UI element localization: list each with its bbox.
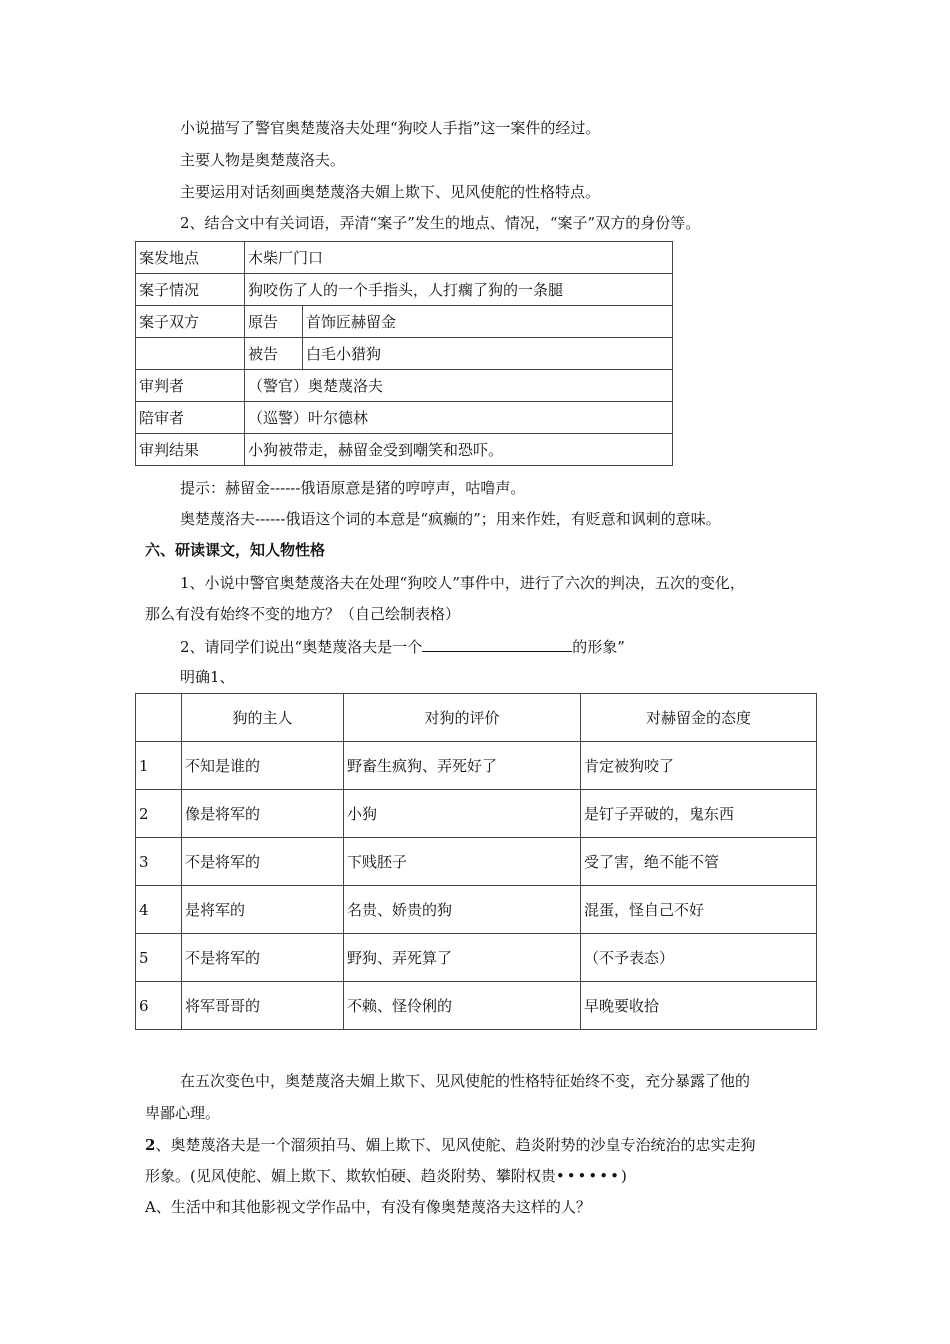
- hint-2: 奥楚蔑洛夫------俄语这个词的本意是“疯癫的”；用来作姓，有贬意和讽刺的意味。: [180, 510, 721, 528]
- table-cell: 像是将军的: [182, 790, 344, 838]
- table-cell: （巡警）叶尔德林: [245, 402, 673, 434]
- table-row: [136, 886, 817, 934]
- intro-line-1: 小说描写了警官奥楚蔑洛夫处理“狗咬人手指”这一案件的经过。: [180, 119, 601, 137]
- table-cell: 早晚要收拾: [581, 982, 817, 1030]
- table-row: [136, 242, 673, 274]
- table-cell: 小狗被带走，赫留金受到嘲笑和恐吓。: [245, 434, 673, 466]
- question-a: A、生活中和其他影视文学作品中，有没有像奥楚蔑洛夫这样的人？: [145, 1198, 591, 1216]
- table-row: [136, 838, 817, 886]
- table-cell: 狗咬伤了人的一个手指头，人打瘸了狗的一条腿: [245, 274, 673, 306]
- conclusion-2-line-2: [145, 1166, 627, 1186]
- table-row: [136, 402, 673, 434]
- table-cell: （警官）奥楚蔑洛夫: [245, 370, 673, 402]
- table-header-row: [136, 694, 817, 742]
- table-header-cell: 狗的主人: [182, 694, 344, 742]
- table-cell: 名贵、娇贵的狗: [344, 886, 581, 934]
- table-cell: 不是将军的: [182, 934, 344, 982]
- table-row: [136, 790, 817, 838]
- judgment-table: [135, 693, 817, 1030]
- conclusion-2-line-1: [145, 1135, 755, 1155]
- table-cell: 不是将军的: [182, 838, 344, 886]
- conclusion-1-line-2: 卑鄙心理。: [145, 1104, 221, 1122]
- conclusion-2-number: 2: [145, 1136, 156, 1154]
- table-cell: 下贱胚子: [344, 838, 581, 886]
- table-cell: 4: [136, 886, 182, 934]
- table-cell: 野狗、弄死算了: [344, 934, 581, 982]
- conclusion-1-line-1: 在五次变色中，奥楚蔑洛夫媚上欺下、见风使舵的性格特征始终不变，充分暴露了他的: [180, 1072, 751, 1090]
- table-header-cell: 对赫留金的态度: [581, 694, 817, 742]
- intro-line-3: 主要运用对话刻画奥楚蔑洛夫媚上欺下、见风使舵的性格特点。: [180, 183, 601, 201]
- table-cell: 被告: [245, 338, 303, 370]
- table-cell: 审判结果: [136, 434, 245, 466]
- fill-in-blank: [422, 636, 572, 652]
- intro-line-2: 主要人物是奥楚蔑洛夫。: [180, 151, 346, 169]
- table-cell: 不赖、怪伶俐的: [344, 982, 581, 1030]
- table-cell: 首饰匠赫留金: [303, 306, 673, 338]
- table-cell: 受了害，绝不能不管: [581, 838, 817, 886]
- closing-paren: ): [620, 1167, 627, 1185]
- table-row: [136, 338, 673, 370]
- table-row: [136, 306, 673, 338]
- table-cell: 混蛋，怪自己不好: [581, 886, 817, 934]
- table-header-cell: [136, 694, 182, 742]
- table-cell: 野畜生疯狗、弄死好了: [344, 742, 581, 790]
- table-cell: 审判者: [136, 370, 245, 402]
- table-cell: 2: [136, 790, 182, 838]
- table-cell: 案发地点: [136, 242, 245, 274]
- table-cell: [136, 338, 245, 370]
- table-row: [136, 982, 817, 1030]
- case-info-table: [135, 241, 673, 466]
- table-cell: 案子双方: [136, 306, 245, 338]
- table-cell: （不予表态）: [581, 934, 817, 982]
- question-2: [180, 636, 625, 657]
- question-1-line-2: 那么有没有始终不变的地方？（自己绘制表格）: [145, 605, 461, 623]
- conclusion-2-text: 、奥楚蔑洛夫是一个溜须拍马、媚上欺下、见风使舵、趋炎附势的沙皇专治统治的忠实走狗: [155, 1136, 756, 1154]
- ellipsis-dots: ••••••: [555, 1167, 621, 1185]
- table-cell: 不知是谁的: [182, 742, 344, 790]
- table-row: [136, 370, 673, 402]
- table-row: [136, 434, 673, 466]
- question-2-suffix: 的形象”: [572, 638, 625, 656]
- table-row: [136, 274, 673, 306]
- conclusion-2-list: 形象。(见风使舵、媚上欺下、欺软怕硬、趋炎附势、攀附权贵: [145, 1167, 556, 1185]
- table-cell: 是钉子弄破的，鬼东西: [581, 790, 817, 838]
- table-cell: 3: [136, 838, 182, 886]
- table-cell: 是将军的: [182, 886, 344, 934]
- hint-1: 提示：赫留金------俄语原意是猪的哼哼声，咕噜声。: [180, 479, 526, 497]
- table-cell: 6: [136, 982, 182, 1030]
- table-header-cell: 对狗的评价: [344, 694, 581, 742]
- table-cell: 5: [136, 934, 182, 982]
- table-cell: 陪审者: [136, 402, 245, 434]
- table-cell: 原告: [245, 306, 303, 338]
- table-cell: 肯定被狗咬了: [581, 742, 817, 790]
- section-heading: 六、研读课文，知人物性格: [145, 541, 326, 559]
- table-cell: 小狗: [344, 790, 581, 838]
- question-2-case: 2、结合文中有关词语，弄清“案子”发生的地点、情况，“案子”双方的身份等。: [180, 214, 701, 232]
- clarify-label: 明确1、: [180, 668, 235, 686]
- table-cell: 白毛小猎狗: [303, 338, 673, 370]
- table-row: [136, 934, 817, 982]
- table-cell: 1: [136, 742, 182, 790]
- table-cell: 将军哥哥的: [182, 982, 344, 1030]
- question-2-prefix: 2、请同学们说出“奥楚蔑洛夫是一个: [180, 638, 423, 656]
- table-cell: 案子情况: [136, 274, 245, 306]
- table-cell: 木柴厂门口: [245, 242, 673, 274]
- question-1-line-1: 1、小说中警官奥楚蔑洛夫在处理“狗咬人”事件中，进行了六次的判决，五次的变化，: [180, 574, 745, 592]
- table-row: [136, 742, 817, 790]
